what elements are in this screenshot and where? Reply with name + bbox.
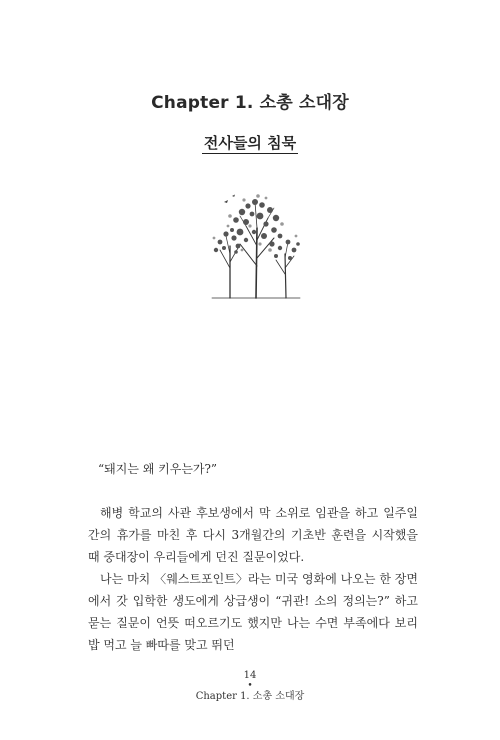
footer-separator: •: [247, 681, 253, 691]
paragraph-1: 해병 학교의 사관 후보생에서 막 소위로 임관을 하고 일주일간의 휴가를 마친 후 다시 3개월간의 기초반 훈련을 시작했을 때 중대장이 우리들에게 던진 질문이었다.: [88, 506, 418, 564]
running-title: Chapter 1. 소총 소대장: [195, 691, 305, 702]
opening-quote: “돼지는 왜 키우는가?”: [98, 462, 218, 476]
section-title-text: 전사들의 침묵: [203, 134, 297, 152]
section-title: [0, 132, 500, 153]
page-footer: [0, 670, 500, 703]
trees-illustration-icon: [200, 188, 310, 300]
chapter-title: Chapter 1. 소총 소대장: [151, 93, 349, 113]
paragraph-2: 나는 마치 〈웨스트포인트〉라는 미국 영화에 나오는 한 장면에서 갓 입학한 생도에게 상급생이 “귀관! 소의 정의는?” 하고 묻는 질문이 언뜻 떠오르기도 했지만 나는 수면 부족에다 보리밥 먹고 늘 빠따를 맞고 뛰던: [88, 572, 418, 652]
page-number: 14: [243, 670, 257, 681]
body-text: [88, 458, 418, 656]
